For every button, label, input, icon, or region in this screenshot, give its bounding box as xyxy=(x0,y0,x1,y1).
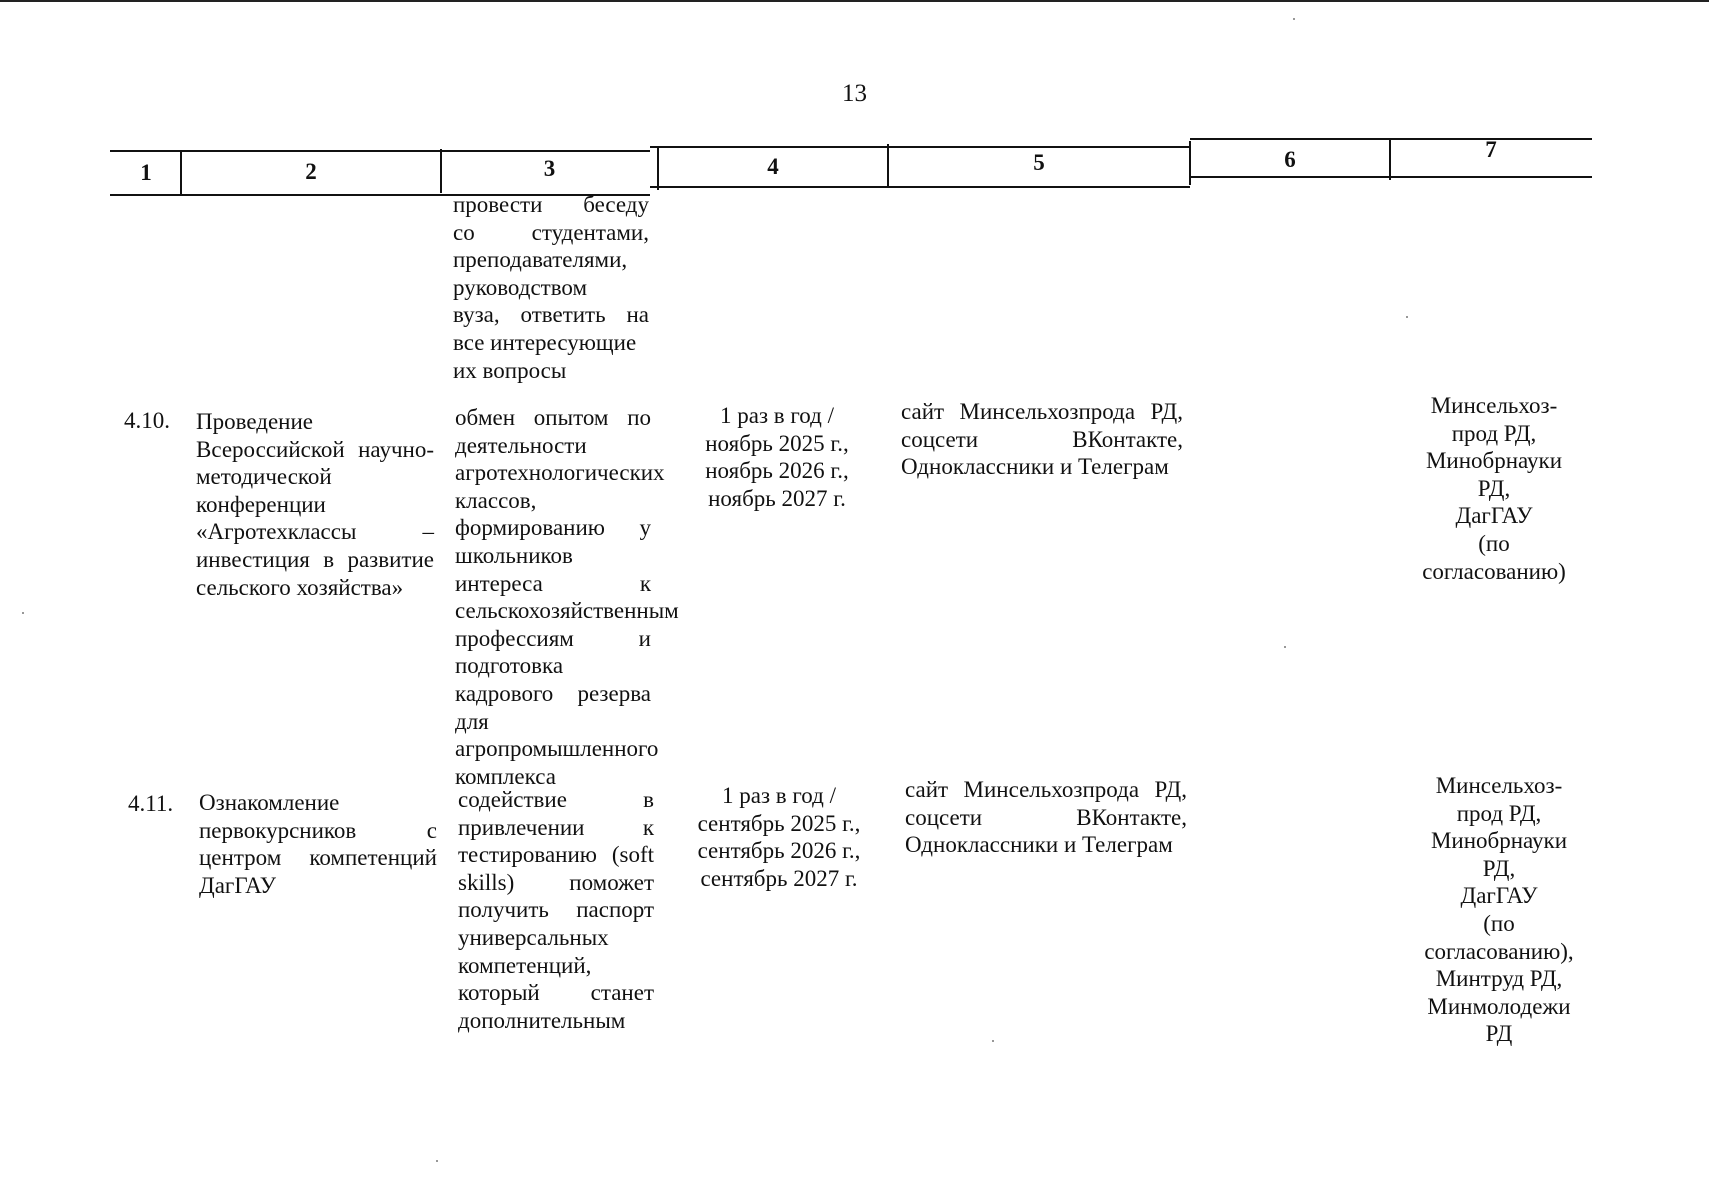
responsible-line: Минсельхоз- xyxy=(1430,393,1558,418)
column-header-2: 2 xyxy=(305,159,317,184)
header-bottom-border xyxy=(650,186,1190,188)
schedule-line: ноябрь 2026 г., xyxy=(705,458,849,484)
scan-speck xyxy=(1293,18,1295,20)
event-media: сайт Минсельхозпрода РД, соцсети ВКонтакте, Одноклассники и Телеграм xyxy=(905,777,1187,858)
header-top-border xyxy=(650,146,1190,148)
continuation-line: их вопросы xyxy=(453,357,567,383)
responsible-line: ДагГАУ xyxy=(1455,503,1533,529)
event-schedule xyxy=(676,782,882,892)
responsible-line: прод РД, xyxy=(1456,800,1542,826)
scan-speck xyxy=(1406,316,1408,318)
schedule-line: сентябрь 2025 г., xyxy=(697,810,861,836)
scan-speck xyxy=(22,612,24,614)
continuation-line: руководством xyxy=(453,274,588,300)
responsible-line: РД, xyxy=(1482,855,1516,881)
column-header-7: 7 xyxy=(1485,137,1497,162)
column-header-6: 6 xyxy=(1284,147,1296,172)
header-bottom-border xyxy=(1190,176,1592,178)
continuation-line: со студентами, xyxy=(453,219,649,245)
column-header-5: 5 xyxy=(1033,150,1045,175)
event-title: Проведение Всероссийской научно-методической конференции «Агротехклассы – инвестиция в развитие сельского хозяйства» xyxy=(196,409,434,600)
responsible-line: согласованию), xyxy=(1424,938,1574,964)
row-number: 4.11. xyxy=(128,791,174,816)
event-media: сайт Минсельхозпрода РД, соцсети ВКонтакте, Одноклассники и Телеграм xyxy=(901,399,1183,480)
scan-speck xyxy=(992,1040,994,1042)
event-responsible xyxy=(1400,772,1598,1048)
column-header-1: 1 xyxy=(140,160,152,185)
responsible-line: РД xyxy=(1485,1021,1513,1047)
continuation-text xyxy=(453,191,649,384)
page-number: 13 xyxy=(842,80,867,107)
responsible-line: Минмолодежи xyxy=(1427,993,1571,1019)
responsible-line: Минобрнауки xyxy=(1430,828,1568,854)
row-number: 4.10. xyxy=(124,408,170,433)
continuation-line: провести беседу xyxy=(453,192,649,217)
column-header-3: 3 xyxy=(543,156,556,181)
event-title: Ознакомление первокурсников с центром компетенций ДагГАУ xyxy=(199,790,437,898)
responsible-line: согласованию) xyxy=(1422,558,1566,584)
column-header-4: 4 xyxy=(767,154,779,179)
schedule-line: 1 раз в год / xyxy=(720,403,834,428)
event-responsible xyxy=(1395,392,1593,585)
responsible-line: РД, xyxy=(1477,475,1511,501)
responsible-line: Минтруд РД, xyxy=(1435,966,1563,992)
event-description: содействие в привлечении к тестированию (soft skills) поможет получить паспорт универсальных компетенций, который станет дополнительным xyxy=(458,787,654,1033)
responsible-line: ДагГАУ xyxy=(1460,883,1538,909)
schedule-line: 1 раз в год / xyxy=(722,783,836,808)
continuation-line: вуза, ответить на xyxy=(453,302,649,328)
schedule-line: ноябрь 2027 г. xyxy=(708,485,846,511)
responsible-line: Минобрнауки xyxy=(1425,448,1563,474)
responsible-line: (по xyxy=(1478,530,1510,556)
header-top-border xyxy=(110,150,650,152)
responsible-line: прод РД, xyxy=(1451,420,1537,446)
event-description: обмен опытом по деятельности агротехнологических классов, формированию у школьников интереса к сельскохозяйственным профессиям и подготовка кадрового резерва для агропромышленного комплекса xyxy=(455,405,679,789)
continuation-line: все интересующие xyxy=(453,329,637,355)
scan-speck xyxy=(436,1160,438,1162)
schedule-line: сентябрь 2027 г. xyxy=(700,865,858,891)
scan-speck xyxy=(1284,646,1286,648)
schedule-line: сентябрь 2026 г., xyxy=(697,838,861,864)
responsible-line: Минсельхоз- xyxy=(1435,773,1563,798)
schedule-line: ноябрь 2025 г., xyxy=(705,430,849,456)
continuation-line: преподавателями, xyxy=(453,247,628,273)
event-schedule xyxy=(674,402,880,512)
responsible-line: (по xyxy=(1483,910,1515,936)
scan-edge xyxy=(0,0,1709,2)
